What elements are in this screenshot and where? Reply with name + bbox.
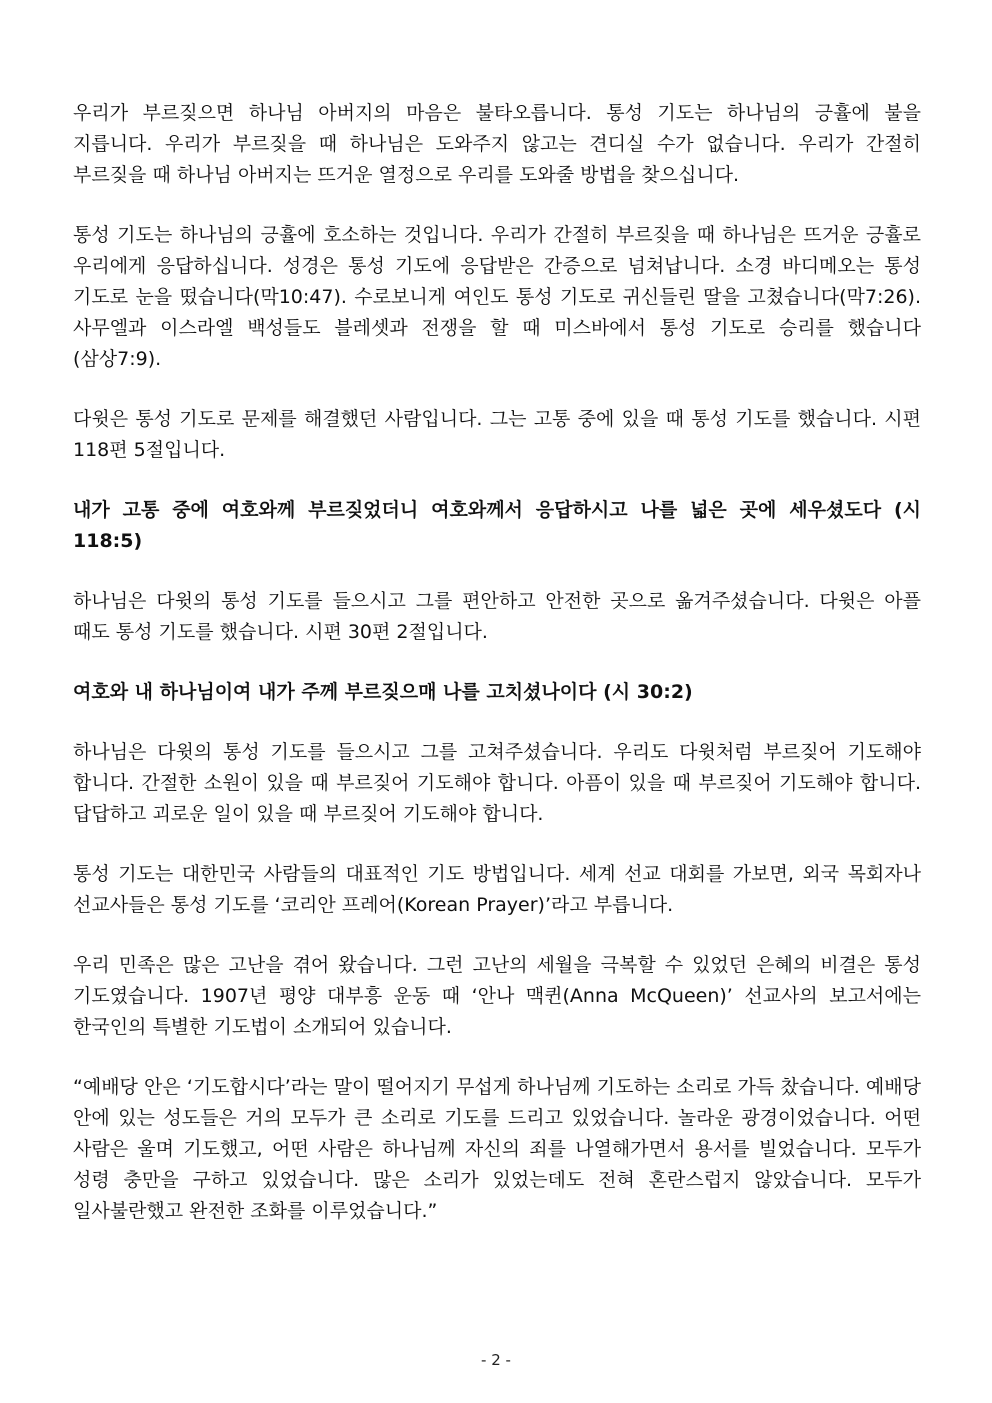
paragraph-9: 우리 민족은 많은 고난을 겪어 왔습니다. 그런 고난의 세월을 극복할 수 있었던 은혜의 비결은 통성 기도였습니다. 1907년 평양 대부흥 운동 때 ‘안나 맥퀸(Anna McQueen)’ 선교사의 보고서에는 한국인의 특별한 기도법이 소개되어 있습니다. xyxy=(73,954,921,1038)
paragraph-7: 하나님은 다윗의 통성 기도를 들으시고 그를 고쳐주셨습니다. 우리도 다윗처럼 부르짖어 기도해야 합니다. 간절한 소원이 있을 때 부르짖어 기도해야 합니다. 아픔이 있을 때 부르짖어 기도해야 합니다. 답답하고 괴로운 일이 있을 때 부르짖어 기도해야 합니다. xyxy=(73,741,921,825)
scripture-quote-psalm-118-5: 내가 고통 중에 여호와께 부르짖었더니 여호와께서 응답하시고 나를 넓은 곳에 세우셨도다 (시 118:5) xyxy=(73,499,921,552)
document-body xyxy=(73,98,921,1256)
paragraph-3: 다윗은 통성 기도로 문제를 해결했던 사람입니다. 그는 고통 중에 있을 때 통성 기도를 했습니다. 시편 118편 5절입니다. xyxy=(73,408,921,461)
paragraph-8: 통성 기도는 대한민국 사람들의 대표적인 기도 방법입니다. 세계 선교 대회를 가보면, 외국 목회자나 선교사들은 통성 기도를 ‘코리안 프레어(Korean Prayer)’라고 부릅니다. xyxy=(73,863,921,916)
paragraph-2: 통성 기도는 하나님의 긍휼에 호소하는 것입니다. 우리가 간절히 부르짖을 때 하나님은 뜨거운 긍휼로 우리에게 응답하십니다. 성경은 통성 기도에 응답받은 간증으로 넘쳐납니다. 소경 바디메오는 통성 기도로 눈을 떴습니다(막10:47). 수로보니게 여인도 통성 기도로 귀신들린 딸을 고쳤습니다(막7:26). 사무엘과 이스라엘 백성들도 블레셋과 전쟁을 할 때 미스바에서 통성 기도로 승리를 했습니다(삼상7:9). xyxy=(73,224,921,370)
scripture-quote-psalm-30-2: 여호와 내 하나님이여 내가 주께 부르짖으매 나를 고치셨나이다 (시 30:2) xyxy=(73,681,693,703)
paragraph-1: 우리가 부르짖으면 하나님 아버지의 마음은 불타오릅니다. 통성 기도는 하나님의 긍휼에 불을 지릅니다. 우리가 부르짖을 때 하나님은 도와주지 않고는 견디실 수가 없습니다. 우리가 간절히 부르짖을 때 하나님 아버지는 뜨거운 열정으로 우리를 도와줄 방법을 찾으십니다. xyxy=(73,102,921,186)
paragraph-5: 하나님은 다윗의 통성 기도를 들으시고 그를 편안하고 안전한 곳으로 옮겨주셨습니다. 다윗은 아플 때도 통성 기도를 했습니다. 시편 30편 2절입니다. xyxy=(73,590,921,643)
paragraph-10: “예배당 안은 ‘기도합시다’라는 말이 떨어지기 무섭게 하나님께 기도하는 소리로 가득 찼습니다. 예배당 안에 있는 성도들은 거의 모두가 큰 소리로 기도를 드리고 있었습니다. 놀라운 광경이었습니다. 어떤 사람은 울며 기도했고, 어떤 사람은 하나님께 자신의 죄를 나열해가면서 용서를 빌었습니다. 모두가 성령 충만을 구하고 있었습니다. 많은 소리가 있었는데도 전혀 혼란스럽지 않았습니다. 모두가 일사불란했고 완전한 조화를 이루었습니다.” xyxy=(73,1076,921,1222)
page-number: - 2 - xyxy=(481,1351,511,1369)
